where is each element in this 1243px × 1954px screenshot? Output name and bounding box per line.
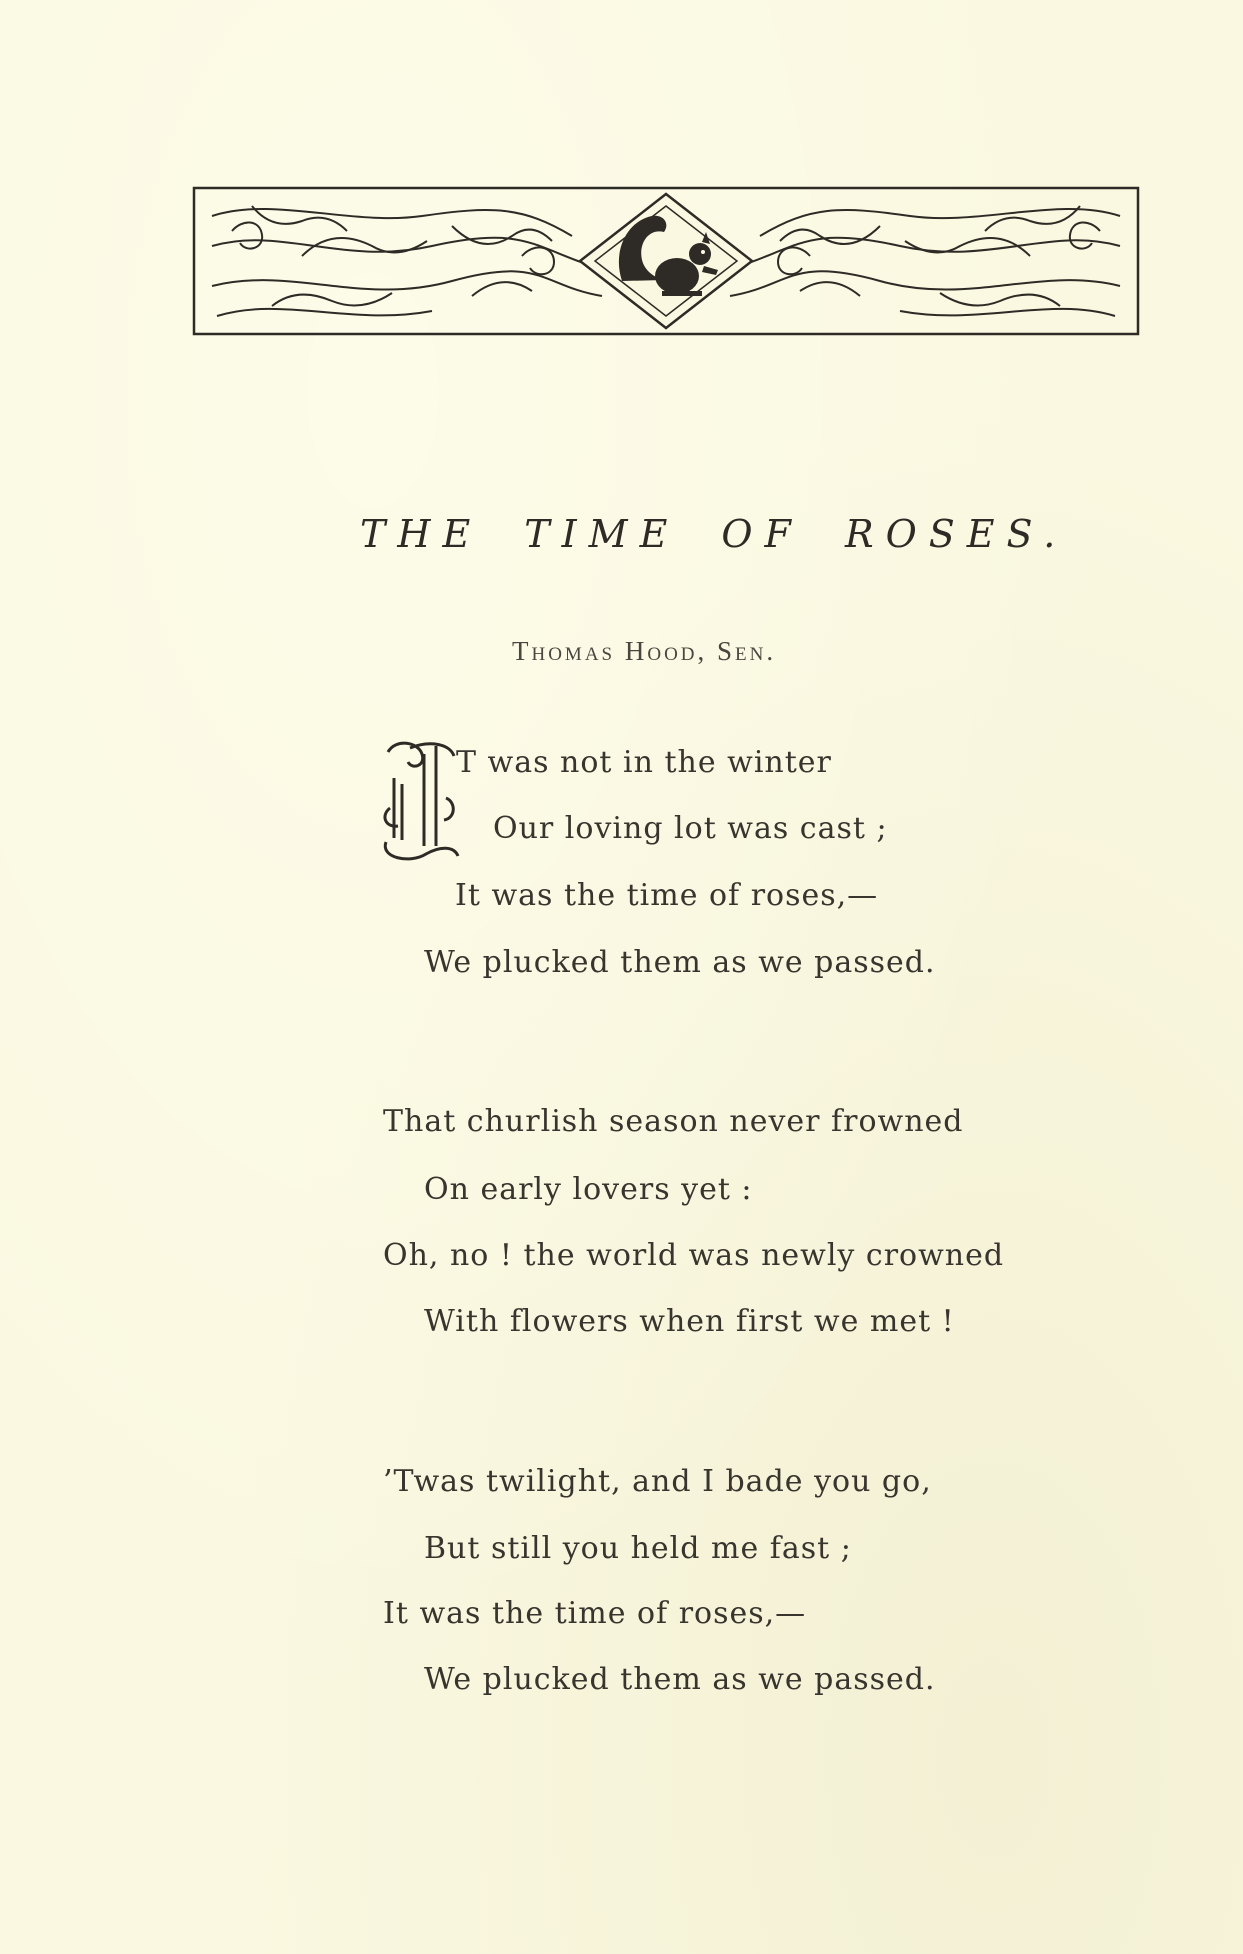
squirrel-ornament-icon: [192, 186, 1140, 336]
poem-author: Thomas Hood, Sen.: [512, 636, 777, 666]
poem-line: Our loving lot was cast ;: [493, 811, 888, 846]
poem-line: T was not in the winter: [456, 745, 832, 780]
ornamental-headpiece: [192, 186, 1140, 336]
poem-title: THE TIME OF ROSES.: [360, 512, 1068, 556]
poem-line: ’Twas twilight, and I bade you go,: [383, 1464, 932, 1499]
poem-line: With flowers when first we met !: [424, 1304, 955, 1339]
decorated-initial-icon: [380, 738, 460, 866]
poem-line: We plucked them as we passed.: [424, 1662, 936, 1697]
poem-line: On early lovers yet :: [424, 1172, 753, 1207]
poem-line: That churlish season never frowned: [383, 1104, 964, 1139]
poem-line: We plucked them as we passed.: [424, 945, 936, 980]
poem-line: It was the time of roses,—: [383, 1596, 807, 1631]
poem-line: But still you held me fast ;: [424, 1531, 852, 1566]
poem-line: It was the time of roses,—: [455, 878, 879, 913]
poem-line: Oh, no ! the world was newly crowned: [383, 1238, 1005, 1273]
